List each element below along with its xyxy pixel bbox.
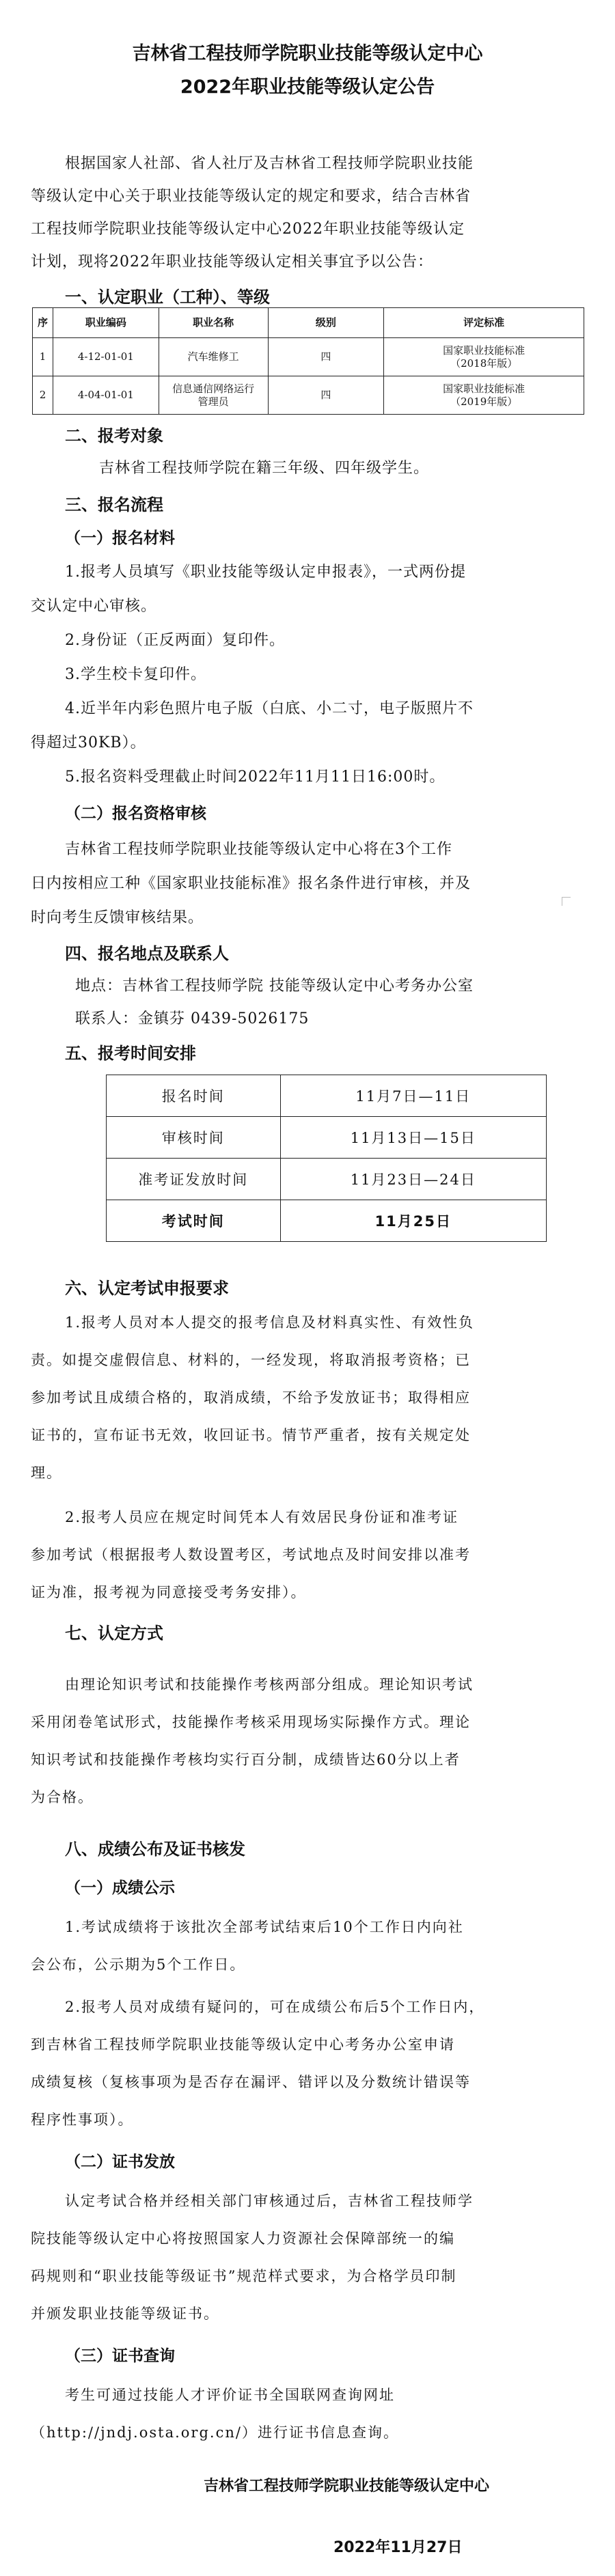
section-5-heading: 五、报考时间安排 — [65, 1044, 196, 1063]
title-line-1: 吉林省工程技师学院职业技能等级认定中心 — [132, 43, 483, 64]
score-1-line-1: 1.考试成绩将于该批次全部考试结束后10个工作日内向社 — [65, 1919, 464, 1935]
score-2-line-3: 成绩复核（复核事项为是否存在漏评、错评以及分数统计错误等 — [31, 2074, 471, 2090]
section-3-heading: 三、报名流程 — [65, 495, 163, 514]
item-4-line-1: 4.近半年内彩色照片电子版（白底、小二寸，电子版照片不 — [65, 700, 474, 717]
review-line-2: 日内按相应工种《国家职业技能标准》报名条件进行审核，并及 — [31, 875, 472, 892]
section-1-heading: 一、认定职业（工种）、等级 — [65, 288, 270, 307]
req-1-line-1: 1.报考人员对本人提交的报考信息及材料真实性、有效性负 — [65, 1314, 475, 1331]
cert-line-2: 院技能等级认定中心将按照国家人力资源社会保障部统一的编 — [31, 2230, 455, 2247]
cert-line-3: 码规则和“职业技能等级证书”规范样式要求，为合格学员印制 — [31, 2268, 457, 2284]
header-name: 职业名称 — [159, 308, 268, 338]
req-1-line-2: 责。如提交虚假信息、材料的，一经发现，将取消报考资格；已 — [31, 1352, 471, 1368]
section-2-text: 吉林省工程技师学院在籍三年级、四年级学生。 — [99, 460, 430, 477]
section-6-heading: 六、认定考试申报要求 — [65, 1279, 229, 1298]
method-line-2: 采用闭卷笔试形式，技能操作考核采用现场实际操作方式。理论 — [31, 1714, 471, 1730]
cell-code: 4-12-01-01 — [53, 338, 159, 376]
method-line-3: 知识考试和技能操作考核均实行百分制，成绩皆达60分以上者 — [31, 1751, 461, 1768]
query-line-1: 考生可通过技能人才评价证书全国联网查询网址 — [65, 2387, 395, 2403]
req-2-line-3: 证为准，报考视为同意接受考务安排）。 — [31, 1584, 307, 1601]
table-row — [107, 1117, 547, 1159]
schedule-label: 准考证发放时间 — [107, 1159, 281, 1200]
section-8-sub-1: （一）成绩公示 — [65, 1879, 175, 1897]
section-8-sub-3: （三）证书查询 — [65, 2347, 175, 2365]
cell-standard — [384, 376, 584, 415]
cert-line-4: 并颁发职业技能等级证书。 — [31, 2305, 219, 2322]
intro-line-2: 等级认定中心关于职业技能等级认定的规定和要求，结合吉林省 — [31, 188, 472, 205]
corner-mark — [562, 897, 571, 906]
standard-line-1: 国家职业技能标准 — [443, 382, 525, 395]
review-line-3: 时向考生反馈审核结果。 — [31, 909, 204, 926]
cell-code: 4-04-01-01 — [53, 376, 159, 415]
item-2: 2.身份证（正反两面）复印件。 — [65, 632, 285, 649]
req-2-line-1: 2.报考人员应在规定时间凭本人有效居民身份证和准考证 — [65, 1509, 459, 1525]
req-1-line-4: 证书的，宣布证书无效，收回证书。情节严重者，按有关规定处 — [31, 1427, 471, 1443]
method-line-1: 由理论知识考试和技能操作考核两部分组成。理论知识考试 — [65, 1676, 474, 1693]
cell-seq: 2 — [33, 376, 53, 415]
occupation-table-header — [33, 308, 584, 338]
standard-line-1: 国家职业技能标准 — [443, 344, 525, 357]
signature-date: 2022年11月27日 — [333, 2539, 463, 2556]
header-seq: 序 — [33, 308, 53, 338]
schedule-label: 报名时间 — [107, 1075, 281, 1117]
schedule-value: 11月23日—24日 — [280, 1159, 546, 1200]
cell-name: 汽车维修工 — [159, 338, 268, 376]
req-1-line-3: 参加考试且成绩合格的，取消成绩，不给予发放证书；取得相应 — [31, 1389, 471, 1406]
section-3-sub-1: （一）报名材料 — [65, 529, 175, 547]
schedule-label: 考试时间 — [107, 1200, 281, 1242]
section-4-heading: 四、报名地点及联系人 — [65, 944, 229, 963]
item-4-line-2: 得超过30KB）。 — [31, 734, 146, 751]
table-row — [107, 1159, 547, 1200]
intro-line-4: 计划，现将2022年职业技能等级认定相关事宜予以公告： — [31, 253, 433, 271]
section-8-sub-2: （二）证书发放 — [65, 2153, 175, 2171]
standard-line-2: （2018年版） — [450, 357, 518, 370]
signature-org: 吉林省工程技师学院职业技能等级认定中心 — [204, 2478, 490, 2495]
schedule-label: 审核时间 — [107, 1117, 281, 1159]
contact-text: 联系人：金镇芬 0439-5026175 — [75, 1010, 310, 1027]
cert-line-1: 认定考试合格并经相关部门审核通过后，吉林省工程技师学 — [65, 2193, 474, 2209]
cell-standard — [384, 338, 584, 376]
section-7-heading: 七、认定方式 — [65, 1624, 163, 1643]
cell-name — [159, 376, 268, 415]
header-level: 级别 — [268, 308, 384, 338]
header-standard: 评定标准 — [384, 308, 584, 338]
name-line-2: 管理员 — [197, 395, 229, 408]
schedule-value: 11月25日 — [280, 1200, 546, 1242]
intro-line-1: 根据国家人社部、省人社厅及吉林省工程技师学院职业技能 — [65, 155, 474, 172]
schedule-table — [106, 1075, 547, 1242]
score-2-line-1: 2.报考人员对成绩有疑问的，可在成绩公布后5个工作日内， — [65, 1999, 485, 2015]
item-3: 3.学生校卡复印件。 — [65, 666, 206, 683]
title-line-2: 2022年职业技能等级认定公告 — [180, 77, 435, 98]
table-row — [107, 1200, 547, 1242]
score-1-line-2: 会公布，公示期为5个工作日。 — [31, 1956, 246, 1973]
header-code: 职业编码 — [53, 308, 159, 338]
occupation-table — [32, 307, 584, 415]
section-8-heading: 八、成绩公布及证书核发 — [65, 1840, 245, 1859]
table-row — [107, 1075, 547, 1117]
item-1-line-1: 1.报考人员填写《职业技能等级认定申报表》，一式两份提 — [65, 564, 466, 581]
item-1-line-2: 交认定中心审核。 — [31, 598, 157, 615]
section-2-heading: 二、报考对象 — [65, 426, 163, 445]
score-2-line-4: 程序性事项）。 — [31, 2111, 134, 2128]
standard-line-2: （2019年版） — [450, 395, 518, 408]
query-line-2: （http://jndj.osta.org.cn/）进行证书信息查询。 — [31, 2424, 399, 2441]
cell-level: 四 — [268, 376, 384, 415]
req-2-line-2: 参加考试（根据报考人数设置考区，考试地点及时间安排以准考 — [31, 1547, 471, 1563]
req-1-line-5: 理。 — [31, 1465, 62, 1481]
score-2-line-2: 到吉林省工程技师学院职业技能等级认定中心考务办公室申请 — [31, 2036, 455, 2053]
location-text: 地点：吉林省工程技师学院 技能等级认定中心考务办公室 — [75, 978, 474, 995]
table-row — [33, 338, 584, 376]
intro-line-3: 工程技师学院职业技能等级认定中心2022年职业技能等级认定 — [31, 221, 465, 238]
review-line-1: 吉林省工程技师学院职业技能等级认定中心将在3个工作 — [65, 841, 452, 858]
schedule-value: 11月13日—15日 — [280, 1117, 546, 1159]
name-line-1: 信息通信网络运行 — [172, 382, 255, 395]
cell-level: 四 — [268, 338, 384, 376]
section-3-sub-2: （二）报名资格审核 — [65, 805, 206, 822]
table-row — [33, 376, 584, 415]
method-line-4: 为合格。 — [31, 1789, 94, 1805]
item-5: 5.报名资料受理截止时间2022年11月11日16:00时。 — [65, 768, 446, 786]
cell-seq: 1 — [33, 338, 53, 376]
schedule-value: 11月7日—11日 — [280, 1075, 546, 1117]
